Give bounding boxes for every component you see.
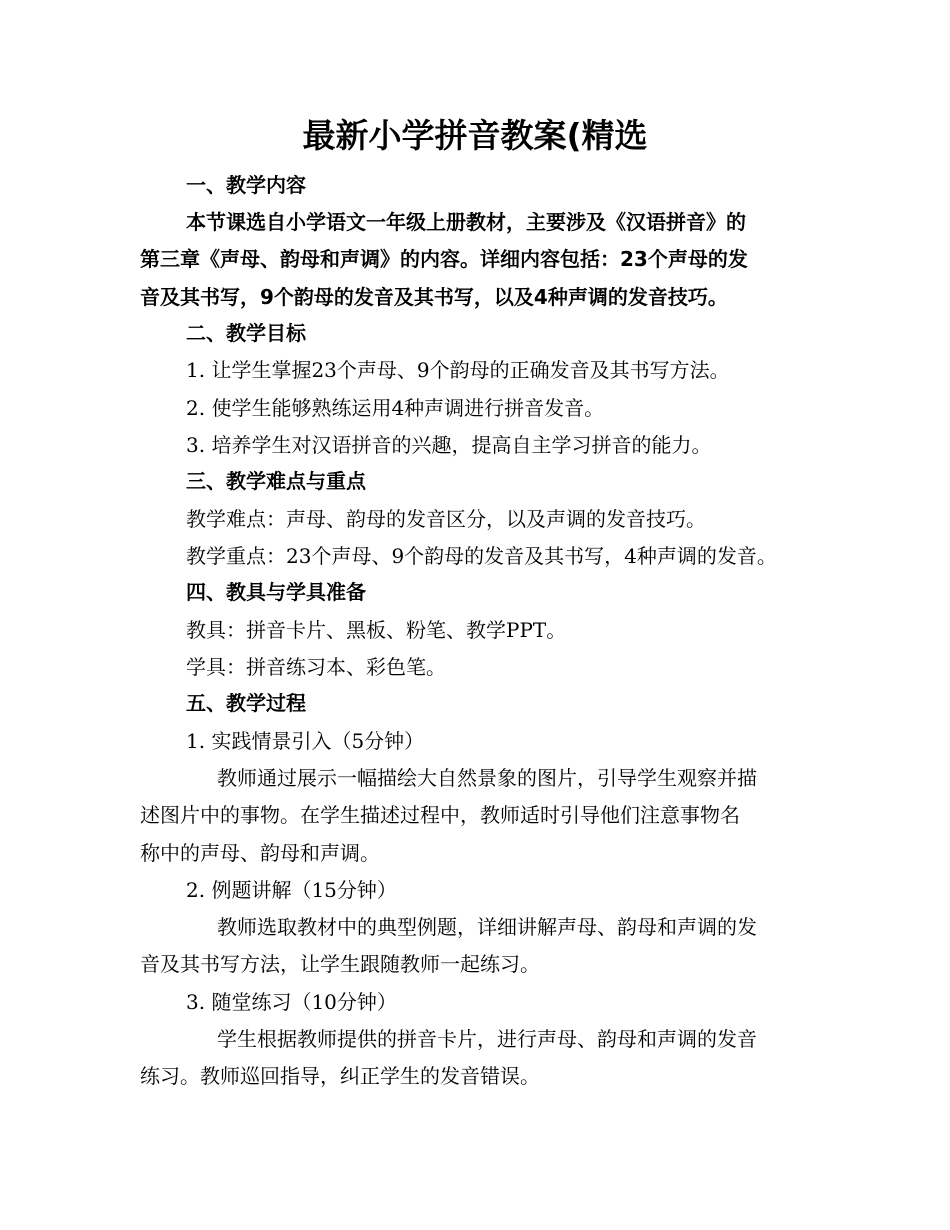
student-tools-line: 学具：拼音练习本、彩色笔。	[186, 655, 446, 679]
teacher-tools-line: 教具：拼音卡片、黑板、粉笔、教学PPT。	[186, 618, 567, 642]
content-paragraph-line: 本节课选自小学语文一年级上册教材，主要涉及《汉语拼音》的	[186, 210, 746, 234]
process-step-line: 学生根据教师提供的拼音卡片，进行声母、韵母和声调的发音	[217, 1027, 757, 1051]
process-step-line: 称中的声母、韵母和声调。	[140, 841, 380, 865]
section-heading-materials: 四、教具与学具准备	[186, 580, 366, 604]
process-step-line: 音及其书写方法，让学生跟随教师一起练习。	[140, 952, 540, 976]
section-heading-content: 一、教学内容	[186, 173, 306, 197]
section-heading-key-points: 三、教学难点与重点	[186, 469, 366, 493]
process-step-label: 3. 随堂练习（10分钟）	[186, 990, 397, 1014]
document-title: 最新小学拼音教案(精选	[302, 116, 648, 155]
objective-item: 3. 培养学生对汉语拼音的兴趣，提高自主学习拼音的能力。	[186, 433, 712, 457]
process-step-label: 1. 实践情景引入（5分钟）	[186, 729, 425, 753]
process-step-line: 练习。教师巡回指导，纠正学生的发音错误。	[140, 1064, 540, 1088]
section-heading-objectives: 二、教学目标	[186, 321, 306, 345]
section-heading-process: 五、教学过程	[186, 691, 306, 715]
process-step-line: 述图片中的事物。在学生描述过程中，教师适时引导他们注意事物名	[140, 803, 740, 827]
process-step-label: 2. 例题讲解（15分钟）	[186, 878, 397, 902]
process-step-line: 教师通过展示一幅描绘大自然景象的图片，引导学生观察并描	[217, 766, 757, 790]
focus-line: 教学重点：23个声母、9个韵母的发音及其书写，4种声调的发音。	[186, 544, 777, 568]
content-paragraph-line: 音及其书写，9个韵母的发音及其书写，以及4种声调的发音技巧。	[140, 285, 728, 309]
process-step-line: 教师选取教材中的典型例题，详细讲解声母、韵母和声调的发	[217, 915, 757, 939]
difficulty-line: 教学难点：声母、韵母的发音区分，以及声调的发音技巧。	[186, 507, 706, 531]
objective-item: 1. 让学生掌握23个声母、9个韵母的正确发音及其书写方法。	[186, 358, 730, 382]
objective-item: 2. 使学生能够熟练运用4种声调进行拼音发音。	[186, 396, 605, 420]
content-paragraph-line: 第三章《声母、韵母和声调》的内容。详细内容包括：23个声母的发	[140, 247, 748, 271]
